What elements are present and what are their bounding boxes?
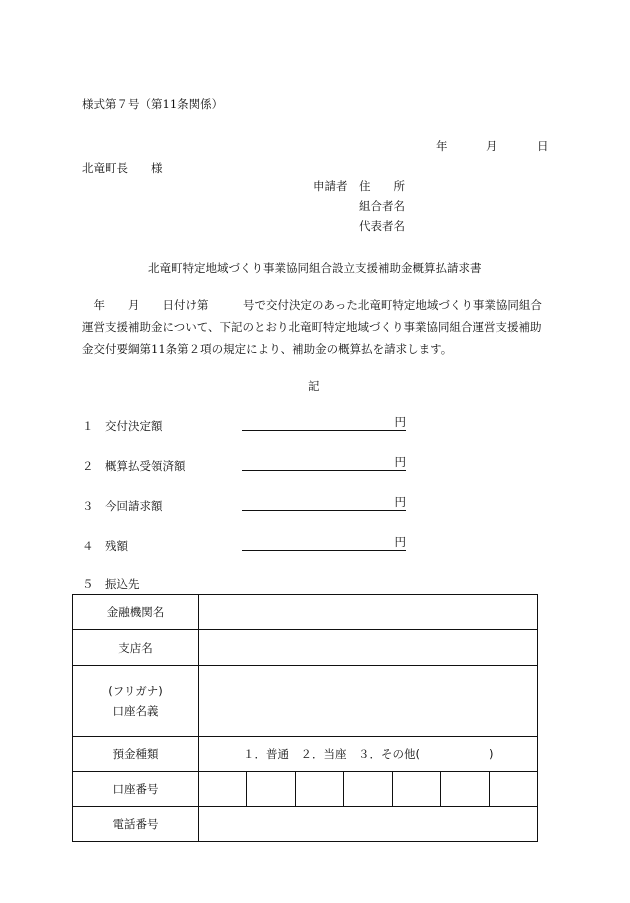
table-row (73, 595, 538, 630)
institution-label: 金融機関名 (73, 595, 199, 630)
account-number-cells (199, 772, 538, 807)
form-number: 様式第７号（第11条関係） (82, 97, 224, 111)
branch-label: 支店名 (73, 630, 199, 666)
address-label: 住 所 (359, 179, 405, 193)
representative-label: 代表者名 (359, 219, 405, 233)
ki-heading: 記 (308, 379, 320, 393)
date-day: 日 (537, 139, 549, 153)
institution-field[interactable] (199, 595, 538, 630)
addressee: 北竜町長 様 (82, 161, 163, 175)
item-label: １ 交付決定額 (82, 419, 163, 433)
applicant-label: 申請者 (313, 179, 348, 193)
union-name-label: 組合者名 (359, 199, 405, 213)
amount-line (242, 496, 406, 511)
account-name-label (73, 666, 199, 737)
body-line: 金交付要綱第11条第２項の規定により、補助金の概算払を請求します。 (82, 342, 453, 356)
phone-label: 電話番号 (73, 807, 199, 842)
date-year: 年 (436, 139, 448, 153)
bank-heading: ５ 振込先 (82, 577, 140, 591)
item-label: ３ 今回請求額 (82, 499, 163, 513)
account-digit-cell[interactable] (440, 772, 488, 806)
phone-field[interactable] (199, 807, 538, 842)
amount-line (242, 416, 406, 431)
document-title: 北竜町特定地域づくり事業協同組合設立支援補助金概算払請求書 (148, 261, 482, 275)
yen-unit: 円 (394, 455, 406, 469)
account-digit-cell[interactable] (295, 772, 343, 806)
bank-table (72, 594, 538, 842)
item-label: ２ 概算払受領済額 (82, 459, 186, 473)
table-row (73, 807, 538, 842)
table-row (73, 630, 538, 666)
table-row (73, 772, 538, 807)
account-name-field[interactable] (199, 666, 538, 737)
account-name-text: 口座名義 (112, 704, 159, 718)
account-digit-cell[interactable] (199, 772, 246, 806)
account-digit-cell[interactable] (489, 772, 537, 806)
body-line: 運営支援補助金について、下記のとおり北竜町特定地域づくり事業協同組合運営支援補助 (82, 320, 542, 334)
yen-unit: 円 (394, 535, 406, 549)
body-line: 年 月 日付け第 号で交付決定のあった北竜町特定地域づくり事業協同組合 (82, 298, 542, 312)
deposit-type-label: 預金種類 (73, 737, 199, 772)
yen-unit: 円 (394, 415, 406, 429)
account-digit-cell[interactable] (246, 772, 294, 806)
deposit-type-options[interactable]: １．普通 ２．当座 ３．その他( ) (199, 737, 538, 772)
account-number-label: 口座番号 (73, 772, 199, 807)
item-label: ４ 残額 (82, 539, 128, 553)
amount-line (242, 456, 406, 471)
yen-unit: 円 (394, 495, 406, 509)
account-digit-cell[interactable] (343, 772, 391, 806)
table-row (73, 666, 538, 737)
branch-field[interactable] (199, 630, 538, 666)
table-row (73, 737, 538, 772)
date-month: 月 (486, 139, 498, 153)
furigana-label: (フリガナ) (108, 684, 163, 698)
amount-line (242, 536, 406, 551)
account-digit-cell[interactable] (392, 772, 440, 806)
